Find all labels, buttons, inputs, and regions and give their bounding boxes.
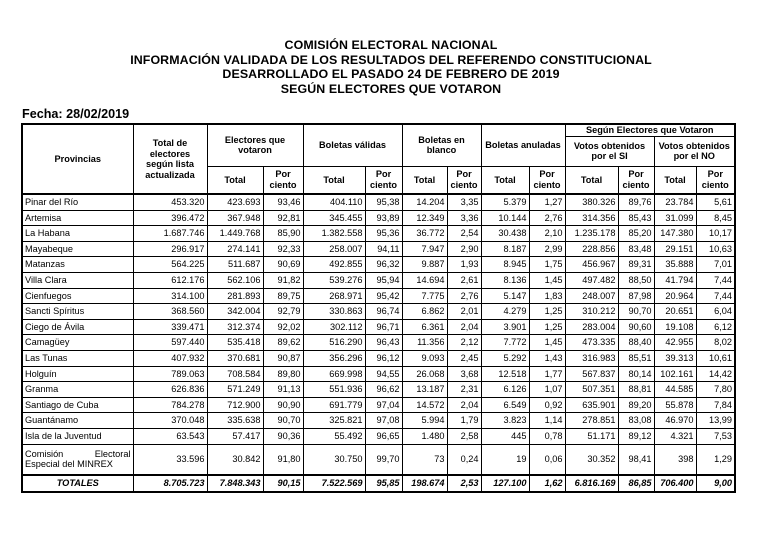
cell-value: 96,32 xyxy=(365,257,402,273)
province-name: Artemisa xyxy=(22,210,133,226)
cell-value: 92,02 xyxy=(263,319,303,335)
cell-value: 1,14 xyxy=(529,413,565,429)
cell-value: 1.382.558 xyxy=(303,226,365,242)
cell-value: 90,60 xyxy=(618,319,654,335)
cell-value: 2,58 xyxy=(447,428,481,444)
cell-value: 539.276 xyxy=(303,272,365,288)
cell-value: 325.821 xyxy=(303,413,365,429)
cell-value: 1.449.768 xyxy=(207,226,263,242)
cell-value: 6,12 xyxy=(696,319,735,335)
province-name: Matanzas xyxy=(22,257,133,273)
cell-value: 92,33 xyxy=(263,241,303,257)
header-boletas-validas: Boletas válidas xyxy=(303,124,402,166)
table-row xyxy=(22,382,735,398)
cell-value: 63.543 xyxy=(133,428,207,444)
cell-value: 1,25 xyxy=(529,304,565,320)
cell-value: 511.687 xyxy=(207,257,263,273)
cell-value: 283.004 xyxy=(565,319,618,335)
header-electores-votaron: Electores que votaron xyxy=(207,124,303,166)
cell-value: 14.694 xyxy=(402,272,447,288)
header-total-electores: Total de electores según lista actualizada xyxy=(133,124,207,194)
header-segun-electores: Según Electores que Votaron xyxy=(565,124,735,136)
cell-value: 2,01 xyxy=(447,304,481,320)
cell-value: 2,61 xyxy=(447,272,481,288)
cell-value: 564.225 xyxy=(133,257,207,273)
cell-value: 445 xyxy=(481,428,529,444)
cell-value: 7.775 xyxy=(402,288,447,304)
cell-value: 1,83 xyxy=(529,288,565,304)
cell-value: 342.004 xyxy=(207,304,263,320)
cell-value: 94,11 xyxy=(365,241,402,257)
cell-value: 12.349 xyxy=(402,210,447,226)
cell-value: 398 xyxy=(654,444,696,475)
cell-value: 330.863 xyxy=(303,304,365,320)
cell-value: 87,98 xyxy=(618,288,654,304)
cell-value: 7,44 xyxy=(696,288,735,304)
cell-value: 597.440 xyxy=(133,335,207,351)
cell-value: 51.171 xyxy=(565,428,618,444)
cell-value: 1,07 xyxy=(529,382,565,398)
cell-value: 91,82 xyxy=(263,272,303,288)
cell-value: 507.351 xyxy=(565,382,618,398)
cell-value: 10,17 xyxy=(696,226,735,242)
cell-value: 1,25 xyxy=(529,319,565,335)
header-provincias: Provincias xyxy=(22,124,133,194)
province-name: Sancti Spíritus xyxy=(22,304,133,320)
cell-value: 1.235.178 xyxy=(565,226,618,242)
cell-value: 314.100 xyxy=(133,288,207,304)
cell-value: 706.400 xyxy=(654,475,696,492)
cell-value: 708.584 xyxy=(207,366,263,382)
cell-value: 95,94 xyxy=(365,272,402,288)
cell-value: 1,62 xyxy=(529,475,565,492)
title-line-1: COMISIÓN ELECTORAL NACIONAL xyxy=(284,38,498,52)
cell-value: 1,29 xyxy=(696,444,735,475)
cell-value: 789.063 xyxy=(133,366,207,382)
cell-value: 612.176 xyxy=(133,272,207,288)
cell-value: 1,93 xyxy=(447,257,481,273)
cell-value: 94,55 xyxy=(365,366,402,382)
cell-value: 7.772 xyxy=(481,335,529,351)
province-name: Villa Clara xyxy=(22,272,133,288)
cell-value: 90,70 xyxy=(263,413,303,429)
cell-value: 2,45 xyxy=(447,350,481,366)
cell-value: 127.100 xyxy=(481,475,529,492)
cell-value: 6.549 xyxy=(481,397,529,413)
cell-value: 2,76 xyxy=(529,210,565,226)
cell-value: 88,81 xyxy=(618,382,654,398)
cell-value: 492.855 xyxy=(303,257,365,273)
cell-value: 26.068 xyxy=(402,366,447,382)
cell-value: 19.108 xyxy=(654,319,696,335)
cell-value: 55.492 xyxy=(303,428,365,444)
province-name: Granma xyxy=(22,382,133,398)
cell-value: 33.596 xyxy=(133,444,207,475)
cell-value: 85,20 xyxy=(618,226,654,242)
cell-value: 10,63 xyxy=(696,241,735,257)
title-line-4: SEGÚN ELECTORES QUE VOTARON xyxy=(280,81,502,96)
cell-value: 147.380 xyxy=(654,226,696,242)
cell-value: 404.110 xyxy=(303,194,365,210)
cell-value: 20.964 xyxy=(654,288,696,304)
cell-value: 396.472 xyxy=(133,210,207,226)
cell-value: 96,12 xyxy=(365,350,402,366)
report-title xyxy=(0,38,782,96)
header-por-ciento: Por ciento xyxy=(618,166,654,194)
cell-value: 2,31 xyxy=(447,382,481,398)
cell-value: 712.900 xyxy=(207,397,263,413)
province-name: Santiago de Cuba xyxy=(22,397,133,413)
cell-value: 367.948 xyxy=(207,210,263,226)
header-total: Total xyxy=(402,166,447,194)
cell-value: 1.480 xyxy=(402,428,447,444)
cell-value: 2,53 xyxy=(447,475,481,492)
cell-value: 2,76 xyxy=(447,288,481,304)
cell-value: 9.887 xyxy=(402,257,447,273)
cell-value: 6.126 xyxy=(481,382,529,398)
header-por-ciento: Por ciento xyxy=(529,166,565,194)
header-votos-no: Votos obtenidos por el NO xyxy=(654,136,735,166)
cell-value: 1,27 xyxy=(529,194,565,210)
cell-value: 89,20 xyxy=(618,397,654,413)
cell-value: 93,46 xyxy=(263,194,303,210)
province-name: Holguín xyxy=(22,366,133,382)
cell-value: 96,43 xyxy=(365,335,402,351)
cell-value: 90,69 xyxy=(263,257,303,273)
cell-value: 6.862 xyxy=(402,304,447,320)
cell-value: 5.379 xyxy=(481,194,529,210)
cell-value: 89,80 xyxy=(263,366,303,382)
cell-value: 14,42 xyxy=(696,366,735,382)
cell-value: 39.313 xyxy=(654,350,696,366)
cell-value: 8,02 xyxy=(696,335,735,351)
cell-value: 7,80 xyxy=(696,382,735,398)
cell-value: 2,90 xyxy=(447,241,481,257)
header-total: Total xyxy=(565,166,618,194)
report-date: Fecha: 28/02/2019 xyxy=(22,107,130,121)
cell-value: 423.693 xyxy=(207,194,263,210)
cell-value: 3,35 xyxy=(447,194,481,210)
cell-value: 268.971 xyxy=(303,288,365,304)
province-name: TOTALES xyxy=(22,475,133,492)
table-row xyxy=(22,226,735,242)
cell-value: 86,85 xyxy=(618,475,654,492)
cell-value: 99,70 xyxy=(365,444,402,475)
cell-value: 92,81 xyxy=(263,210,303,226)
cell-value: 7.947 xyxy=(402,241,447,257)
cell-value: 1,45 xyxy=(529,272,565,288)
cell-value: 691.779 xyxy=(303,397,365,413)
cell-value: 1,77 xyxy=(529,366,565,382)
table-row xyxy=(22,257,735,273)
province-name: La Habana xyxy=(22,226,133,242)
table-row xyxy=(22,304,735,320)
cell-value: 9.093 xyxy=(402,350,447,366)
cell-value: 339.471 xyxy=(133,319,207,335)
cell-value: 281.893 xyxy=(207,288,263,304)
cell-value: 8,45 xyxy=(696,210,735,226)
header-total: Total xyxy=(207,166,263,194)
cell-value: 10.144 xyxy=(481,210,529,226)
cell-value: 57.417 xyxy=(207,428,263,444)
cell-value: 3,68 xyxy=(447,366,481,382)
cell-value: 83,48 xyxy=(618,241,654,257)
cell-value: 5,61 xyxy=(696,194,735,210)
cell-value: 456.967 xyxy=(565,257,618,273)
cell-value: 228.856 xyxy=(565,241,618,257)
cell-value: 453.320 xyxy=(133,194,207,210)
cell-value: 551.936 xyxy=(303,382,365,398)
cell-value: 2,99 xyxy=(529,241,565,257)
cell-value: 44.585 xyxy=(654,382,696,398)
table-row xyxy=(22,210,735,226)
cell-value: 31.099 xyxy=(654,210,696,226)
cell-value: 571.249 xyxy=(207,382,263,398)
table-row xyxy=(22,241,735,257)
table-row xyxy=(22,319,735,335)
cell-value: 85,90 xyxy=(263,226,303,242)
cell-value: 258.007 xyxy=(303,241,365,257)
cell-value: 567.837 xyxy=(565,366,618,382)
cell-value: 7,53 xyxy=(696,428,735,444)
cell-value: 278.851 xyxy=(565,413,618,429)
province-name: Cienfuegos xyxy=(22,288,133,304)
cell-value: 1.687.746 xyxy=(133,226,207,242)
cell-value: 316.983 xyxy=(565,350,618,366)
cell-value: 8.945 xyxy=(481,257,529,273)
cell-value: 83,08 xyxy=(618,413,654,429)
cell-value: 91,80 xyxy=(263,444,303,475)
cell-value: 19 xyxy=(481,444,529,475)
header-por-ciento: Por ciento xyxy=(447,166,481,194)
cell-value: 14.204 xyxy=(402,194,447,210)
table-body xyxy=(22,194,735,492)
header-por-ciento: Por ciento xyxy=(696,166,735,194)
cell-value: 6,04 xyxy=(696,304,735,320)
header-boletas-anuladas: Boletas anuladas xyxy=(481,124,565,166)
cell-value: 96,62 xyxy=(365,382,402,398)
cell-value: 7,44 xyxy=(696,272,735,288)
cell-value: 95,38 xyxy=(365,194,402,210)
cell-value: 9,00 xyxy=(696,475,735,492)
cell-value: 8.705.723 xyxy=(133,475,207,492)
cell-value: 0,24 xyxy=(447,444,481,475)
cell-value: 335.638 xyxy=(207,413,263,429)
cell-value: 5.994 xyxy=(402,413,447,429)
cell-value: 1,43 xyxy=(529,350,565,366)
cell-value: 29.151 xyxy=(654,241,696,257)
cell-value: 90,87 xyxy=(263,350,303,366)
province-name: Mayabeque xyxy=(22,241,133,257)
cell-value: 6.816.169 xyxy=(565,475,618,492)
province-name: Las Tunas xyxy=(22,350,133,366)
table-row xyxy=(22,335,735,351)
cell-value: 380.326 xyxy=(565,194,618,210)
cell-value: 198.674 xyxy=(402,475,447,492)
cell-value: 89,75 xyxy=(263,288,303,304)
cell-value: 314.356 xyxy=(565,210,618,226)
cell-value: 4.279 xyxy=(481,304,529,320)
cell-value: 5.147 xyxy=(481,288,529,304)
table-row xyxy=(22,194,735,210)
cell-value: 7,84 xyxy=(696,397,735,413)
cell-value: 23.784 xyxy=(654,194,696,210)
table-row xyxy=(22,413,735,429)
cell-value: 85,51 xyxy=(618,350,654,366)
cell-value: 41.794 xyxy=(654,272,696,288)
cell-value: 296.917 xyxy=(133,241,207,257)
cell-value: 42.955 xyxy=(654,335,696,351)
cell-value: 368.560 xyxy=(133,304,207,320)
cell-value: 370.681 xyxy=(207,350,263,366)
cell-value: 784.278 xyxy=(133,397,207,413)
cell-value: 88,50 xyxy=(618,272,654,288)
table-row xyxy=(22,288,735,304)
cell-value: 2,12 xyxy=(447,335,481,351)
cell-value: 30.842 xyxy=(207,444,263,475)
cell-value: 96,71 xyxy=(365,319,402,335)
cell-value: 10,61 xyxy=(696,350,735,366)
cell-value: 89,12 xyxy=(618,428,654,444)
cell-value: 0,92 xyxy=(529,397,565,413)
cell-value: 97,08 xyxy=(365,413,402,429)
province-name: Comisión Electoral Especial del MINREX xyxy=(22,444,133,475)
cell-value: 91,13 xyxy=(263,382,303,398)
cell-value: 2,54 xyxy=(447,226,481,242)
cell-value: 30.438 xyxy=(481,226,529,242)
cell-value: 8.187 xyxy=(481,241,529,257)
table-row xyxy=(22,444,735,475)
cell-value: 3,36 xyxy=(447,210,481,226)
cell-value: 80,14 xyxy=(618,366,654,382)
cell-value: 2,04 xyxy=(447,319,481,335)
cell-value: 562.106 xyxy=(207,272,263,288)
cell-value: 3.901 xyxy=(481,319,529,335)
cell-value: 89,31 xyxy=(618,257,654,273)
province-name: Ciego de Ávila xyxy=(22,319,133,335)
cell-value: 3.823 xyxy=(481,413,529,429)
cell-value: 274.141 xyxy=(207,241,263,257)
table-row xyxy=(22,397,735,413)
cell-value: 20.651 xyxy=(654,304,696,320)
cell-value: 13,99 xyxy=(696,413,735,429)
cell-value: 7.848.343 xyxy=(207,475,263,492)
header-total: Total xyxy=(303,166,365,194)
cell-value: 248.007 xyxy=(565,288,618,304)
results-table xyxy=(21,123,736,493)
cell-value: 11.356 xyxy=(402,335,447,351)
cell-value: 73 xyxy=(402,444,447,475)
cell-value: 96,74 xyxy=(365,304,402,320)
cell-value: 516.290 xyxy=(303,335,365,351)
cell-value: 55.878 xyxy=(654,397,696,413)
cell-value: 97,04 xyxy=(365,397,402,413)
cell-value: 89,62 xyxy=(263,335,303,351)
cell-value: 95,42 xyxy=(365,288,402,304)
cell-value: 93,89 xyxy=(365,210,402,226)
cell-value: 497.482 xyxy=(565,272,618,288)
cell-value: 345.455 xyxy=(303,210,365,226)
cell-value: 88,40 xyxy=(618,335,654,351)
header-boletas-blanco: Boletas en blanco xyxy=(402,124,481,166)
cell-value: 0,06 xyxy=(529,444,565,475)
cell-value: 30.352 xyxy=(565,444,618,475)
header-total: Total xyxy=(654,166,696,194)
cell-value: 310.212 xyxy=(565,304,618,320)
cell-value: 5.292 xyxy=(481,350,529,366)
cell-value: 90,15 xyxy=(263,475,303,492)
cell-value: 2,04 xyxy=(447,397,481,413)
cell-value: 95,85 xyxy=(365,475,402,492)
cell-value: 36.772 xyxy=(402,226,447,242)
table-row xyxy=(22,428,735,444)
cell-value: 2,10 xyxy=(529,226,565,242)
cell-value: 102.161 xyxy=(654,366,696,382)
cell-value: 1,45 xyxy=(529,335,565,351)
cell-value: 13.187 xyxy=(402,382,447,398)
table-row xyxy=(22,366,735,382)
cell-value: 7,01 xyxy=(696,257,735,273)
cell-value: 46.970 xyxy=(654,413,696,429)
cell-value: 90,70 xyxy=(618,304,654,320)
cell-value: 407.932 xyxy=(133,350,207,366)
cell-value: 30.750 xyxy=(303,444,365,475)
cell-value: 35.888 xyxy=(654,257,696,273)
cell-value: 6.361 xyxy=(402,319,447,335)
totals-row xyxy=(22,475,735,492)
cell-value: 370.048 xyxy=(133,413,207,429)
cell-value: 90,90 xyxy=(263,397,303,413)
header-por-ciento: Por ciento xyxy=(263,166,303,194)
cell-value: 473.335 xyxy=(565,335,618,351)
cell-value: 96,65 xyxy=(365,428,402,444)
cell-value: 356.296 xyxy=(303,350,365,366)
cell-value: 669.998 xyxy=(303,366,365,382)
cell-value: 0,78 xyxy=(529,428,565,444)
cell-value: 14.572 xyxy=(402,397,447,413)
header-total: Total xyxy=(481,166,529,194)
cell-value: 92,79 xyxy=(263,304,303,320)
cell-value: 89,76 xyxy=(618,194,654,210)
cell-value: 1,75 xyxy=(529,257,565,273)
province-name: Camagüey xyxy=(22,335,133,351)
cell-value: 4.321 xyxy=(654,428,696,444)
title-line-2: INFORMACIÓN VALIDADA DE LOS RESULTADOS DEL REFERENDO CONSTITUCIONAL xyxy=(130,52,652,67)
cell-value: 8.136 xyxy=(481,272,529,288)
table-row xyxy=(22,272,735,288)
cell-value: 1,79 xyxy=(447,413,481,429)
cell-value: 98,41 xyxy=(618,444,654,475)
province-name: Guantánamo xyxy=(22,413,133,429)
cell-value: 312.374 xyxy=(207,319,263,335)
cell-value: 85,43 xyxy=(618,210,654,226)
cell-value: 12.518 xyxy=(481,366,529,382)
cell-value: 90,36 xyxy=(263,428,303,444)
cell-value: 535.418 xyxy=(207,335,263,351)
cell-value: 7.522.569 xyxy=(303,475,365,492)
province-name: Pinar del Río xyxy=(22,194,133,210)
cell-value: 302.112 xyxy=(303,319,365,335)
cell-value: 626.836 xyxy=(133,382,207,398)
table-row xyxy=(22,350,735,366)
cell-value: 635.901 xyxy=(565,397,618,413)
header-votos-si: Votos obtenidos por el SI xyxy=(565,136,654,166)
cell-value: 95,36 xyxy=(365,226,402,242)
title-line-3: DESARROLLADO EL PASADO 24 DE FEBRERO DE 2019 xyxy=(222,67,560,81)
province-name: Isla de la Juventud xyxy=(22,428,133,444)
header-por-ciento: Por ciento xyxy=(365,166,402,194)
